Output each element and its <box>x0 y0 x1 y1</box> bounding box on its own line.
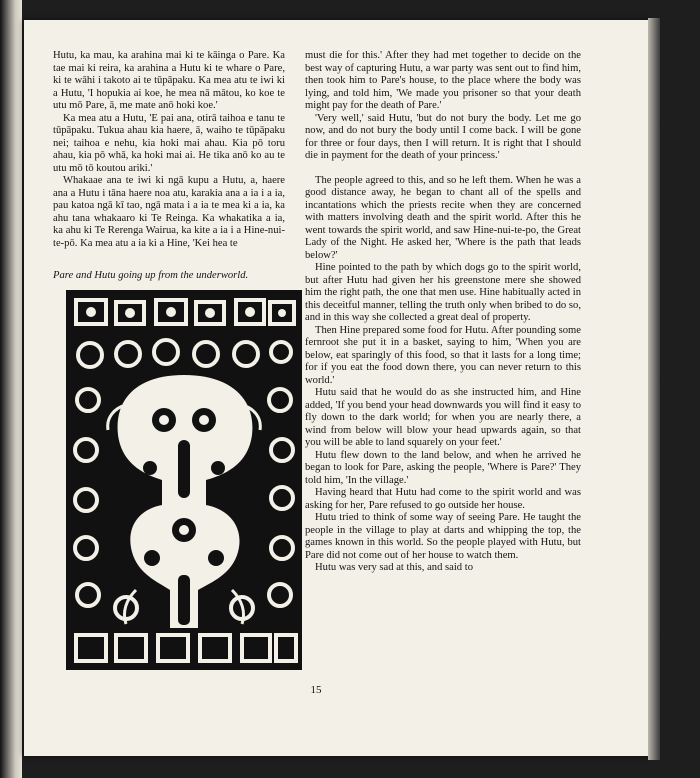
right-paragraph-8: Having heard that Hutu had come to the spirit world and was asking for her, Pare refused to go outside her house. <box>305 487 581 511</box>
right-paragraph-3: The people agreed to this, and so he left them. When he was a good distance away, he began to chant all of the spells and incantations which the priests recite when they are concerned with matters involving death and the spirit world. After this he went towards the spirit world, and saw Hine-nui-te-po, the Great Lady of the Night. He asked her, 'Where is the path that leads below?' <box>305 174 581 261</box>
maori-figure-woodcut-icon <box>66 290 302 670</box>
woodcut-illustration <box>66 290 302 670</box>
left-paragraph-3: Whakaae ana te iwi ki ngā kupu a Hutu, a, haere ana a Hutu i tāna haere noa atu, karakia ana a ia i a ia, pau katoa ngā kī tao, ngā mata i a ia te mea ki a ia, ka ahu tana whakaaro ki Te Reinga. Ka whakatika a ia, ka ahu ki Te Rerenga Wairua, ka kite a ia i a Hine-nui-te-pō. Ka mea atu a ia ki a Hine, 'Kei hea te <box>53 175 285 249</box>
left-paragraph-2: Ka mea atu a Hutu, 'E pai ana, otirā taihoa e tanu te tūpāpaku. Tukua ahau kia haere, ā, waiho te tūpāpaku nei; taihoa e nehu, kia hoki mai ahau. Kia pō toru ahau, kia pō whā, ka hoki mai ai. He tika anō ko au te utu mō tō koutou ariki.' <box>53 112 285 174</box>
paragraph-gap <box>305 163 581 175</box>
left-paragraph-1: Hutu, ka mau, ka arahina mai ki te kāinga o Pare. Ka tae mai ki reira, ka arahina a Hutu ki te whare o Pare, ki te wāhi i takoto ai te tūpāpaku. Ka mea atu te iwi ki a Hutu, 'I hopukia ai koe, he mea nā mātou, ko koe te utu mō Pare, ā, me mate anō hoki koe.' <box>53 50 285 111</box>
facing-page-edge <box>0 0 22 778</box>
right-paragraph-4: Hine pointed to the path by which dogs go to the spirit world, but after Hutu had given her his greenstone mere she showed him the right path, the one that men use. Hine habitually acted in this deceitful manner, telling the truth only when bribed to do so, and in this way she collected a great deal of property. <box>305 262 581 323</box>
illustration-caption: Pare and Hutu going up from the underworld. <box>53 270 249 281</box>
right-paragraph-5: Then Hine prepared some food for Hutu. After pounding some fernroot she put it in a basket, saying to him, 'When you are below, eat sparingly of this food, so that it lasts for a long time; for if you eat the food down there, you can never return to this world.' <box>305 324 581 386</box>
page-number: 15 <box>310 684 322 696</box>
left-column-text <box>53 50 285 250</box>
right-paragraph-9: Hutu tried to think of some way of seeing Pare. He taught the people in the village to play at darts and whipping the top, the games known in this world. So the people played with Hutu, but Pare did not come out of her house to watch them. <box>305 512 581 561</box>
right-paragraph-2: 'Very well,' said Hutu, 'but do not bury the body. Let me go now, and do not bury the body until I come back. I will be gone for three or four days, then I will return. It is right that I should die in payment for the death of your princess.' <box>305 112 581 161</box>
right-column-text <box>305 50 581 575</box>
right-paragraph-6: Hutu said that he would do as she instructed him, and Hine added, 'If you bend your head downwards you will find it easy to fly down to the dark world; for when you are nearly there, a wind from below will blow your head upwards again, so that you will be able to land squarely on your feet.' <box>305 387 581 448</box>
right-paragraph-1: must die for this.' After they had met together to decide on the best way of capturing Hutu, a war party was sent out to find him, then took him to Pare's house, to the place where the body was lying, and told him, 'We made you prisoner so that your death might pay for the death of Pare.' <box>305 50 581 111</box>
right-paragraph-10: Hutu was very sad at this, and said to <box>315 562 473 573</box>
page-edge-shadow <box>648 18 660 760</box>
right-paragraph-7: Hutu flew down to the land below, and when he arrived he began to look for Pare, asking the people, 'Where is Pare?' They told him, 'In the village.' <box>305 449 581 486</box>
